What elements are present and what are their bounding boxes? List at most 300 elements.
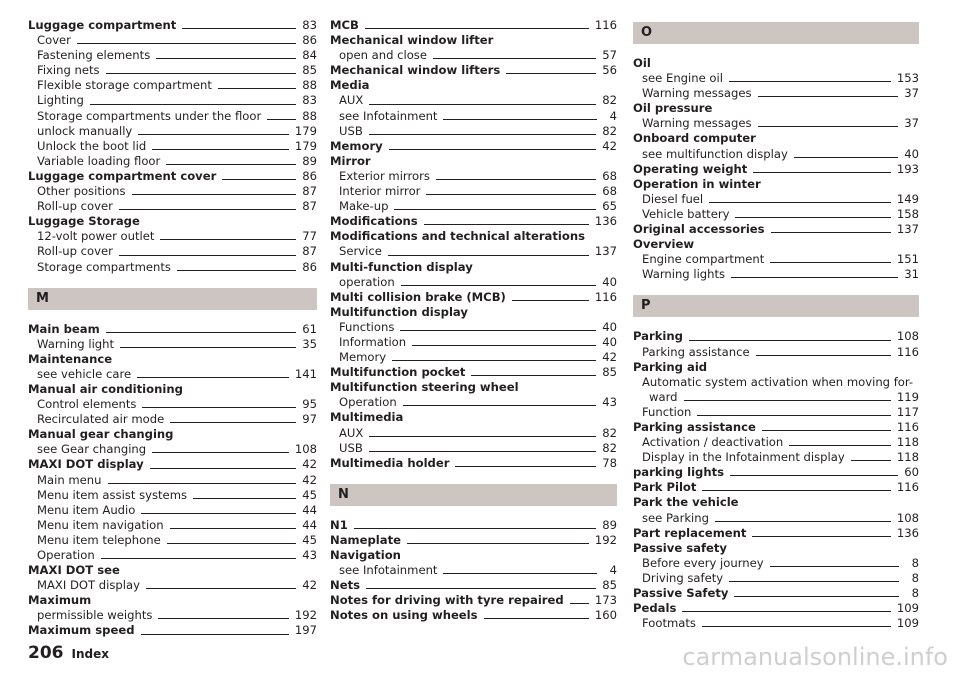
index-entry [633,329,919,344]
index-subentry [330,563,617,578]
leader-line [762,430,891,431]
leader-line [267,119,296,120]
entry-label: Flexible storage compartment [37,78,212,93]
leader-line [570,603,589,604]
entry-label: Notes on using wheels [330,608,478,623]
entry-label: MCB [330,18,359,32]
leader-line [407,543,589,544]
index-entry [633,601,919,616]
entry-label: Warning lights [642,267,726,282]
index-heading: Manual air conditioning [28,381,183,396]
leader-line [369,134,596,135]
leader-line [770,262,891,263]
leader-line [388,255,589,256]
entry-label: AUX [339,425,364,440]
index-heading: Park the vehicle [633,495,739,510]
index-subentry-label: Automatic system activation when moving for- [642,374,914,389]
index-subentry [28,48,317,63]
leader-line [177,270,296,271]
page-reference: 153 [896,71,919,86]
leader-line [152,149,289,150]
index-entry [330,456,617,471]
leader-line [354,528,596,529]
leader-line [682,611,891,612]
leader-line [156,58,296,59]
entry-label: Pedals [633,601,677,616]
leader-line [443,573,597,574]
leader-line [400,330,596,331]
leader-line [106,332,297,333]
entry-label: see Engine oil [642,71,723,86]
index-entry [330,608,617,623]
leader-line [392,360,596,361]
page-reference: 42 [302,472,317,487]
index-subentry [28,518,317,533]
index-heading: Operation in winter [633,176,761,191]
index-entry [330,533,617,548]
index-subentry [330,275,617,290]
entry-label: open and close [339,48,427,63]
page-reference: 82 [602,93,617,108]
index-heading: Multimedia [330,410,404,425]
entry-label: Operation [37,548,95,562]
page-reference: 85 [602,578,617,593]
page-reference: 197 [294,623,317,638]
leader-line [689,340,891,341]
leader-line [365,28,589,29]
page-reference: 82 [602,425,617,440]
index-heading: Oil pressure [633,101,713,116]
leader-line [158,618,288,619]
entry-label: see vehicle care [37,366,132,381]
index-subentry [330,93,617,108]
page-reference: 119 [896,389,919,404]
page-footer [28,643,109,663]
page-reference: 60 [904,465,919,480]
index-subentry [28,244,317,259]
page-reference: 108 [896,329,919,344]
leader-line [101,558,297,559]
leader-line [150,468,297,469]
leader-line [394,209,596,210]
index-subentry [330,395,617,410]
entry-label: operation [339,274,395,289]
index-subentry [28,229,317,244]
leader-line [715,521,891,522]
entry-label: Engine compartment [642,252,765,267]
entry-label: see Parking [642,510,709,525]
page-reference: 97 [302,412,317,427]
index-heading: Media [330,78,370,93]
entry-label: Functions [339,319,395,334]
page-reference: 65 [602,199,617,214]
leader-line [753,172,891,173]
entry-label: Unlock the boot lid [37,138,147,153]
leader-line [182,28,296,29]
leader-line [138,134,289,135]
page-reference: 4 [609,563,617,578]
index-subentry [28,473,317,488]
index-subentry [633,86,919,101]
page-reference: 95 [302,397,317,412]
entry-label: Other positions [37,184,126,199]
entry-label: Parking assistance [642,344,750,359]
page-reference: 83 [302,18,317,32]
index-subentry [28,488,317,503]
entry-label: Storage compartments under the floor [37,108,262,123]
page-reference: 83 [302,93,317,108]
entry-label: Part replacement [633,525,747,540]
page-reference: 87 [302,184,317,199]
index-entry [28,322,317,337]
leader-line [366,588,596,589]
index-subentry [330,109,617,124]
leader-line [90,104,296,105]
entry-label: Driving safety [642,570,724,585]
entry-label: AUX [339,93,364,108]
leader-line [142,407,296,408]
page-reference: 179 [294,123,317,138]
page-number: 206 [28,643,64,663]
entry-label: Fastening elements [37,48,151,63]
leader-line [789,445,891,446]
index-subentry [633,556,919,571]
page-reference: 8 [911,586,919,600]
entry-label: Information [339,334,407,349]
entry-label: see Infotainment [339,563,438,578]
leader-line [152,452,289,453]
page-reference: 108 [294,442,317,457]
page-reference: 84 [302,48,317,63]
page-reference: 42 [602,350,617,365]
leader-line [735,217,890,218]
entry-label: Service [339,244,382,259]
leader-line [471,375,596,376]
page-reference: 82 [602,440,617,455]
leader-line [137,377,289,378]
entry-label: USB [339,123,363,138]
entry-label: Main menu [37,472,102,487]
leader-line [170,528,297,529]
index-subentry [330,124,617,139]
index-entry [330,578,617,593]
index-subentry [633,71,919,86]
page-reference: 136 [896,525,919,540]
entry-label: Warning messages [642,86,752,101]
index-entry [330,139,617,154]
page-reference: 42 [602,138,617,153]
index-subentry [28,397,317,412]
page-reference: 43 [302,548,317,562]
page-reference: 116 [594,18,617,32]
leader-line [702,490,890,491]
leader-line [771,232,891,233]
page-reference: 8 [911,570,919,585]
leader-line [424,224,589,225]
leader-line [758,96,899,97]
index-subentry [633,571,919,586]
leader-line [455,466,596,467]
watermark-text: carmanualsonline.info [682,643,948,671]
page-reference: 42 [302,578,317,593]
index-subentry [633,390,919,405]
entry-label: Mechanical window lifters [330,63,501,78]
page-reference: 89 [602,517,617,532]
leader-line [120,347,296,348]
leader-line [709,202,891,203]
entry-label: Make-up [339,199,389,214]
page-reference: 88 [302,78,317,93]
leader-line [77,43,296,44]
entry-label: Roll-up cover [37,244,113,259]
page-reference: 40 [602,334,617,349]
page-reference: 158 [896,206,919,221]
index-subentry [28,412,317,427]
leader-line [731,277,898,278]
entry-label: Parking [633,329,683,344]
index-subentry [330,426,617,441]
entry-label: Footmats [642,616,696,631]
leader-line [218,88,296,89]
section-name: Index [71,647,109,661]
index-subentry [28,442,317,457]
page-reference: 116 [896,419,919,434]
page-reference: 87 [302,199,317,214]
page-reference: 42 [302,457,317,472]
page-reference: 68 [602,184,617,199]
entry-label: Menu item navigation [37,517,164,532]
leader-line [141,513,296,514]
index-heading: Parking aid [633,359,708,374]
index-subentry [633,207,919,222]
index-subentry [633,345,919,360]
entry-label: Memory [330,138,383,153]
page-reference: 44 [302,517,317,532]
entry-label: Original accessories [633,222,765,237]
entry-label: Operation [339,395,397,410]
page-reference: 61 [302,321,317,336]
index-column-1 [28,18,317,639]
entry-label: Multifunction pocket [330,365,466,380]
page-reference: 8 [911,555,919,570]
index-entry [28,623,317,638]
leader-line [369,436,596,437]
entry-label: ward [649,389,678,404]
index-heading: Passive safety [633,540,727,555]
index-heading: Multi-function display [330,259,473,274]
entry-label: Roll-up cover [37,199,113,214]
page-reference: 35 [302,336,317,351]
entry-label: Before every journey [642,555,764,570]
index-subentry [28,33,317,48]
page-reference: 149 [896,191,919,206]
leader-line [770,566,899,567]
page-reference: 141 [294,366,317,381]
index-subentry [28,154,317,169]
index-subentry [330,48,617,63]
entry-label: Display in the Infotainment display [642,450,845,465]
page-reference: 109 [896,601,919,616]
entry-label: permissible weights [37,608,153,623]
index-entry [633,420,919,435]
index-subentry [633,450,919,465]
entry-label: see Gear changing [37,442,147,457]
leader-line [193,498,296,499]
page-reference: 31 [904,267,919,282]
page-reference: 43 [602,395,617,410]
leader-line [167,543,297,544]
entry-label: unlock manually [37,123,133,138]
entry-label: Luggage compartment cover [28,168,217,183]
index-subentry [28,63,317,78]
index-heading: Multifunction display [330,304,468,319]
leader-line [684,400,891,401]
index-subentry [633,147,919,162]
page-reference: 173 [594,593,617,608]
entry-label: Exterior mirrors [339,168,430,183]
index-subentry [28,578,317,593]
entry-label: Multimedia holder [330,455,450,470]
entry-label: Nets [330,578,361,593]
index-entry [330,290,617,305]
entry-label: Memory [339,350,387,365]
index-heading: Mechanical window lifter [330,33,494,48]
index-entry [330,214,617,229]
leader-line [389,149,597,150]
index-heading: Maintenance [28,351,113,366]
page-reference: 192 [294,608,317,623]
index-entry [330,518,617,533]
page-reference: 37 [904,86,919,101]
page-reference: 179 [294,138,317,153]
entry-label: USB [339,440,363,455]
index-entry [633,586,919,601]
index-subentry [28,199,317,214]
index-subentry [633,116,919,131]
page-reference: 118 [896,435,919,450]
entry-label: Luggage compartment [28,18,177,32]
entry-label: Diesel fuel [642,191,704,206]
leader-line [729,581,899,582]
page-reference: 78 [602,455,617,470]
page-reference: 118 [896,450,919,465]
page-reference: 40 [904,146,919,161]
leader-line [222,179,296,180]
leader-line [412,345,596,346]
leader-line [170,422,296,423]
leader-line [146,588,296,589]
index-subentry [28,548,317,563]
page-reference: 37 [904,116,919,131]
page-reference: 77 [302,229,317,244]
page-reference: 4 [609,108,617,123]
leader-line [512,300,589,301]
section-letter-header: P [633,295,919,317]
index-heading: Mirror [330,153,371,168]
leader-line [160,239,296,240]
leader-line [106,73,297,74]
index-subentry [633,616,919,631]
index-entry [28,18,317,33]
entry-label: see multifunction display [642,146,788,161]
index-entry [28,169,317,184]
index-heading: Manual gear changing [28,427,174,442]
entry-label: Activation / deactivation [642,435,784,450]
page-reference: 117 [896,404,919,419]
entry-label: Storage compartments [37,259,171,274]
index-subentry [330,320,617,335]
entry-label: see Infotainment [339,108,438,123]
index-heading: Onboard computer [633,131,756,146]
page-reference: 87 [302,244,317,259]
index-column-2 [330,18,617,623]
index-subentry [28,124,317,139]
page-reference: 116 [896,344,919,359]
page-reference: 116 [594,289,617,304]
entry-label: Fixing nets [37,63,100,78]
index-heading: MAXI DOT see [28,563,120,578]
index-subentry [633,405,919,420]
leader-line [484,618,589,619]
section-letter-header: N [330,484,617,506]
section-letter-header: M [28,288,317,310]
leader-line [506,73,596,74]
leader-line [433,58,596,59]
page-reference: 137 [594,244,617,259]
page-reference: 85 [302,63,317,78]
leader-line [132,194,297,195]
entry-label: Warning light [37,336,115,351]
index-subentry [28,608,317,623]
page-reference: 56 [602,63,617,78]
index-subentry [330,335,617,350]
entry-label: Vehicle battery [642,206,730,221]
page-reference: 82 [602,123,617,138]
page-reference: 86 [302,33,317,48]
leader-line [730,475,898,476]
page-reference: 108 [896,510,919,525]
index-subentry [28,109,317,124]
index-heading: Maximum [28,593,92,608]
leader-line [752,536,890,537]
page-reference: 136 [594,214,617,229]
page-reference: 151 [896,252,919,267]
index-subentry [330,199,617,214]
index-entry [330,63,617,78]
page-reference: 68 [602,168,617,183]
entry-label: Main beam [28,321,100,336]
leader-line [756,355,891,356]
entry-label: Variable loading floor [37,153,161,168]
index-heading: Luggage Storage [28,214,140,229]
entry-label: Operating weight [633,161,748,176]
leader-line [369,104,596,105]
entry-label: Parking assistance [633,419,756,434]
entry-label: Menu item Audio [37,502,136,517]
entry-label: Multi collision brake (MCB) [330,289,506,304]
page-reference: 86 [302,168,317,183]
leader-line [426,194,596,195]
entry-label: Nameplate [330,532,401,547]
index-subentry [330,184,617,199]
entry-label: Cover [37,33,71,48]
entry-label: MAXI DOT display [28,457,144,472]
index-heading: Navigation [330,548,401,562]
index-entry [330,593,617,608]
index-subentry [330,350,617,365]
index-subentry [330,441,617,456]
index-heading: Modifications and technical alterations [330,229,585,244]
